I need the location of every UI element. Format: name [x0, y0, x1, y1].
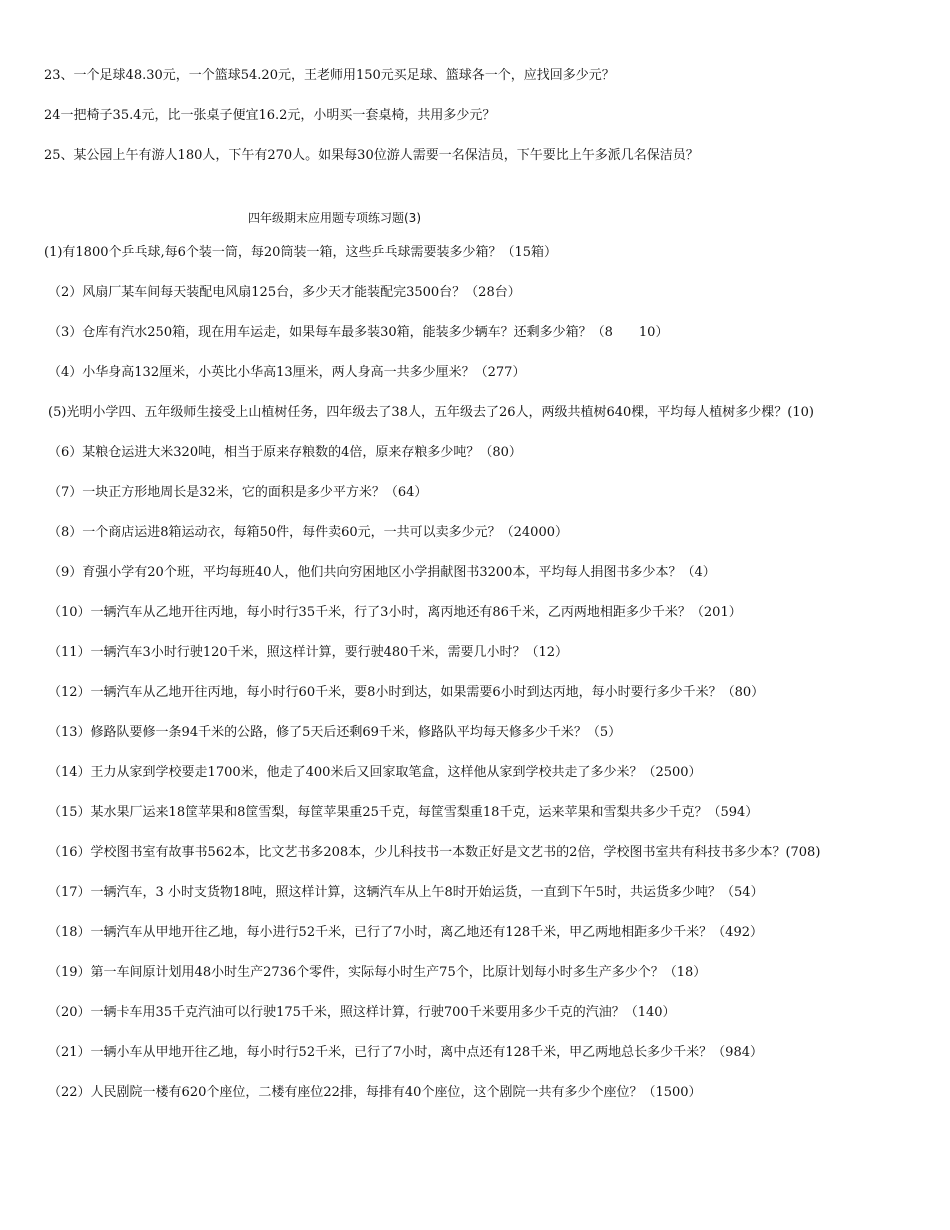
question-23: 23、一个足球48.30元，一个篮球54.20元，王老师用150元买足球、篮球各一个，应找回多少元？ — [44, 68, 615, 83]
question-13: （13）修路队要修一条94千米的公路，修了5天后还剩69千米，修路队平均每天修多少千米？（5） — [48, 725, 622, 740]
question-21: （21）一辆小车从甲地开往乙地，每小时行52千米，已行了7小时，离中点还有128千米，甲乙两地总长多少千米？（984） — [48, 1045, 763, 1060]
question-16: （16）学校图书室有故事书562本，比文艺书多208本，少儿科技书一本数正好是文艺书的2倍，学校图书室共有科技书多少本？(708) — [48, 845, 821, 860]
question-25: 25、某公园上午有游人180人，下午有270人。如果每30位游人需要一名保洁员，下午要比上午多派几名保洁员？ — [44, 148, 699, 163]
question-20: （20）一辆卡车用35千克汽油可以行驶175千米，照这样计算，行驶700千米要用多少千克的汽油？（140） — [48, 1005, 676, 1020]
section-title: 四年级期末应用题专项练习题(3) — [248, 211, 421, 225]
question-6: （6）某粮仓运进大米320吨，相当于原来存粮数的4倍，原来存粮多少吨？（80） — [48, 445, 522, 460]
question-5: (5)光明小学四、五年级师生接受上山植树任务，四年级去了38人，五年级去了26人，两级共植树640棵，平均每人植树多少棵？(10) — [48, 405, 814, 420]
spacer — [44, 186, 914, 208]
question-9: （9）育强小学有20个班，平均每班40人，他们共向穷困地区小学捐献图书3200本，平均每人捐图书多少本？（4） — [48, 565, 716, 580]
document-page — [44, 66, 914, 1123]
question-8: （8）一个商店运进8箱运动衣，每箱50件，每件卖60元，一共可以卖多少元？（24000） — [48, 525, 568, 540]
question-7: （7）一块正方形地周长是32米，它的面积是多少平方米？（64） — [48, 485, 428, 500]
question-24: 24一把椅子35.4元，比一张桌子便宜16.2元，小明买一套桌椅，共用多少元？ — [44, 108, 496, 123]
question-15: （15）某水果厂运来18筐苹果和8筐雪梨，每筐苹果重25千克，每筐雪梨重18千克，运来苹果和雪梨共多少千克？（594） — [48, 805, 759, 820]
question-1: (1)有1800个乒乓球,每6个装一筒，每20筒装一箱，这些乒乓球需要装多少箱？（15箱） — [44, 245, 557, 260]
question-14: （14）王力从家到学校要走1700米，他走了400米后又回家取笔盒，这样他从家到学校共走了多少米？（2500） — [48, 765, 702, 780]
question-11: （11）一辆汽车3小时行驶120千米，照这样计算，要行驶480千米，需要几小时？（12） — [48, 645, 568, 660]
question-12: （12）一辆汽车从乙地开往丙地，每小时行60千米，要8小时到达，如果需要6小时到达丙地，每小时要行多少千米？（80） — [48, 685, 765, 700]
question-3: （3）仓库有汽水250箱，现在用车运走，如果每车最多装30箱，能装多少辆车？还剩多少箱？（8 10） — [48, 325, 669, 340]
question-4: （4）小华身高132厘米，小英比小华高13厘米，两人身高一共多少厘米？（277） — [48, 365, 526, 380]
question-19: （19）第一车间原计划用48小时生产2736个零件，实际每小时生产75个，比原计划每小时多生产多少个？（18） — [48, 965, 707, 980]
question-17: （17）一辆汽车，3 小时支货物18吨，照这样计算，这辆汽车从上午8时开始运货，一直到下午5时，共运货多少吨？（54） — [48, 885, 764, 900]
question-2: （2）风扇厂某车间每天装配电风扇125台，多少天才能装配完3500台？（28台） — [48, 285, 521, 300]
question-18: （18）一辆汽车从甲地开往乙地，每小进行52千米，已行了7小时，离乙地还有128千米，甲乙两地相距多少千米？（492） — [48, 925, 763, 940]
question-22: （22）人民剧院一楼有620个座位，二楼有座位22排，每排有40个座位，这个剧院一共有多少个座位？（1500） — [48, 1085, 702, 1100]
question-10: （10）一辆汽车从乙地开往丙地，每小时行35千米，行了3小时，离丙地还有86千米，乙丙两地相距多少千米？（201） — [48, 605, 742, 620]
